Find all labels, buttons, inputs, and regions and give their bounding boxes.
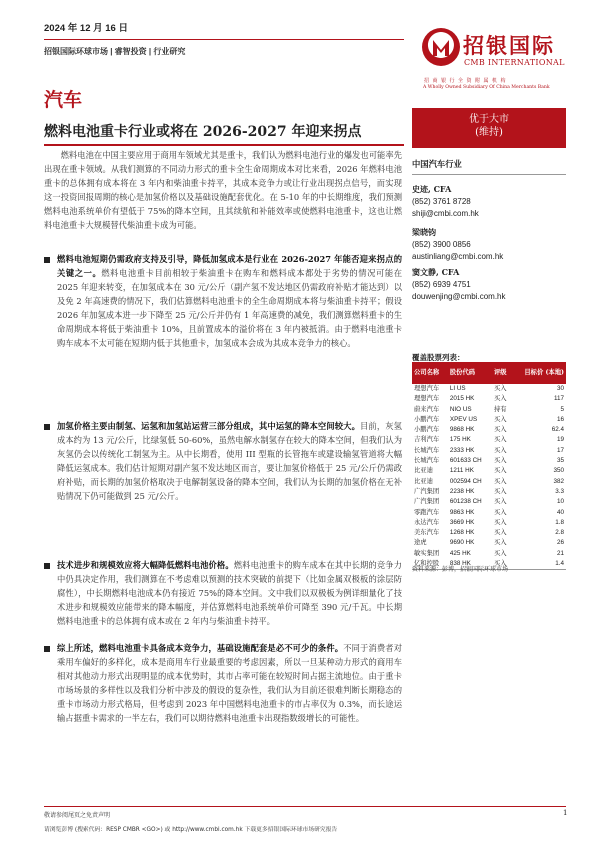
column-header: 公司名称 xyxy=(412,362,448,384)
bullet-marker xyxy=(44,563,50,569)
table-cell: 买入 xyxy=(493,498,507,506)
table-cell: 3.3 xyxy=(555,487,564,495)
rating-label: 优于大市 xyxy=(469,114,509,125)
table-cell: 持有 xyxy=(493,405,507,413)
table-cell: 买入 xyxy=(493,487,507,495)
table-row xyxy=(412,538,566,548)
table-cell: 买入 xyxy=(493,415,507,423)
table-cell: 买入 xyxy=(492,559,512,570)
page-number: 1 xyxy=(563,809,568,817)
bullet-bold: 技术进步和规模效应将大幅降低燃料电池价格。 xyxy=(57,560,234,570)
section-title: 汽车 xyxy=(44,90,83,111)
table-cell: 小鹏汽车 xyxy=(414,415,440,423)
sidebar-rule xyxy=(412,174,566,175)
bullet-marker xyxy=(44,257,50,263)
analyst-name: 窦文静, CFA xyxy=(412,267,460,277)
table-cell: 9863 HK xyxy=(449,508,475,516)
table-cell: 理想汽车 xyxy=(414,385,440,392)
bullet-bold: 综上所述，燃料电池重卡具备成本竞争力，基础设施配套是必不可少的条件。 xyxy=(57,643,344,653)
analyst-phone: (852) 6939 4751 xyxy=(412,279,471,289)
table-cell: 601238 CH xyxy=(449,498,482,506)
table-row xyxy=(412,456,566,466)
table-cell: 买入 xyxy=(493,477,507,485)
table-row xyxy=(412,415,566,425)
bullet-item xyxy=(44,641,402,725)
table-cell: 永达汽车 xyxy=(414,518,440,526)
table-row xyxy=(412,477,566,487)
table-cell: 吉利汽车 xyxy=(414,436,440,444)
table-source: 资料来源：彭博，招银国际环球市场 xyxy=(412,566,509,573)
table-cell: 30 xyxy=(556,385,564,392)
column-header: 目标价 (本地) xyxy=(512,362,566,384)
table-cell: 002594 CH xyxy=(449,477,482,485)
intro-paragraph: 燃料电池在中国主要应用于商用车领域尤其是重卡，我们认为燃料电池行业的爆发也可能率先出现在重卡领域。从我们测算的不同动力形式的重卡全生命周期成本对比来看，2026 年燃料电池重卡的总体拥有成本将在 3 年内和柴油重卡持平，其成本竞争力或让行业出现拐点信号，而实现这一投资回报周期的核心是加氢价格以及基础设施配套优化。在 5-10 年的中长期维度，我们预测燃料电池系统单价有望低于 75%的降本空间，且其续航和补能效率或使燃料电池重卡，这也让燃料电池重卡大规模替代柴油重卡成为可能。 xyxy=(44,150,402,230)
stock-table-title: 覆盖股票列表： xyxy=(412,353,465,362)
table-cell: 零跑汽车 xyxy=(414,508,440,516)
table-cell: 长城汽车 xyxy=(414,457,440,465)
logo-mark-icon xyxy=(422,26,460,68)
table-cell: 21 xyxy=(556,549,564,557)
bullet-item xyxy=(44,558,402,628)
table-cell: 理想汽车 xyxy=(414,395,440,403)
header-rule xyxy=(44,39,404,40)
table-cell: 买入 xyxy=(493,549,507,557)
table-cell: 2.8 xyxy=(555,529,564,537)
table-cell: 买入 xyxy=(493,395,507,403)
table-row xyxy=(412,394,566,404)
table-cell: XPEV US xyxy=(449,415,478,423)
table-row xyxy=(412,549,566,559)
bullet-text: 燃料电池重卡的购车成本在其中长期的竞争力中仍具决定作用，我们测算在不考虑难以预测的技术突破的前提下（比如金属双极板的涂层防腐性），中长期燃料电池成本仍有接近 75%的降本空间。文中我们以双极板为例详细量化了技术进步和规模效应能带来的降本幅度，并估算燃料电池系统单价可降至 390 元/千瓦。中长期燃料电池重卡的总体拥有成本或在 2 年内与柴油重卡持平。 xyxy=(57,560,402,626)
table-cell: 40 xyxy=(556,508,564,516)
table-cell: 1268 HK xyxy=(449,529,475,537)
bullet-item xyxy=(44,252,402,350)
bullet-item xyxy=(44,419,402,503)
table-cell: 比亚迪 xyxy=(414,477,433,485)
analyst-name: 梁晓钧 xyxy=(412,227,436,237)
table-cell: 9868 HK xyxy=(449,426,475,434)
table-cell: 175 HK xyxy=(449,436,471,444)
analyst-email[interactable]: douwenjing@cmbi.com.hk xyxy=(412,292,506,301)
table-row xyxy=(412,487,566,497)
bullet-bold: 加氢价格主要由制氢、运氢和加氢站运营三部分组成，其中运氢的降本空间较大。 xyxy=(57,421,361,431)
analyst-email[interactable]: austinliang@cmbi.com.hk xyxy=(412,252,504,261)
logo-name: 招银国际 xyxy=(463,35,555,58)
table-cell: 350 xyxy=(553,467,564,475)
table-cell: 买入 xyxy=(493,457,507,465)
table-row xyxy=(412,425,566,435)
table-cell: 382 xyxy=(553,477,564,485)
table-cell: 16 xyxy=(556,415,564,423)
analyst-block xyxy=(412,226,566,264)
table-cell: 5 xyxy=(560,405,564,413)
footer-bottom-note: 请浏览彭博 (搜索代码：RESP CMBR <GO>) 或 http://www.cmbi.com.hk 下载更多招银国际环球市场研究报告 xyxy=(44,827,338,833)
column-header: 评级 xyxy=(492,362,512,384)
table-row xyxy=(412,497,566,507)
table-cell: 买入 xyxy=(493,446,507,454)
table-row xyxy=(412,446,566,456)
table-cell: 长城汽车 xyxy=(414,446,440,454)
table-cell: 2238 HK xyxy=(449,487,475,495)
bullet-marker xyxy=(44,646,50,652)
analyst-name: 史迹, CFA xyxy=(412,184,452,194)
table-cell: 广汽集团 xyxy=(414,487,440,495)
analyst-phone: (852) 3900 0856 xyxy=(412,239,471,249)
table-cell: 1211 HK xyxy=(449,467,474,475)
table-cell: 10 xyxy=(556,498,564,506)
headline-rule xyxy=(44,144,404,146)
bullet-text: 燃料电池重卡目前相较于柴油重卡在购车和燃料成本都处于劣势的情况可能在 2025 年迎来转变，在加氢成本在 30 元/公斤（副产氢不发达地区仍需政府补贴才能达到）以及免 2 年高速费的情况下，我们估算燃料电池重卡的全生命周期成本将与柴油重卡持平；假设 2026 年加氢成本进一步下降至 25 元/公斤并仍有 1 年高速费的减免，我们测算燃料重卡的生命周期成本将低于柴油重卡 10%，且前置成本的溢价将在 3 年内被抵消。由于燃料电池重卡购车成本不太可能在短期内低于其他重卡，加氢成本会成为其成本竞争力的核心。 xyxy=(57,268,402,348)
table-row xyxy=(412,508,566,518)
rating-box xyxy=(412,108,566,148)
rating-status: (维持) xyxy=(475,127,503,138)
analyst-phone: (852) 3761 8728 xyxy=(412,196,471,206)
table-cell: 买入 xyxy=(493,539,507,547)
table-cell: 途虎 xyxy=(414,539,427,547)
table-row xyxy=(412,466,566,476)
table-cell: 比亚迪 xyxy=(414,467,433,475)
table-cell: 买入 xyxy=(493,529,507,537)
table-cell: 9690 HK xyxy=(449,539,475,547)
table-cell: NIO US xyxy=(449,405,472,413)
table-cell: 买入 xyxy=(493,467,507,475)
table-cell: LI US xyxy=(449,385,466,392)
table-row xyxy=(412,405,566,415)
table-cell: 2333 HK xyxy=(449,446,475,454)
cmbi-logo xyxy=(420,24,570,102)
table-cell: 35 xyxy=(556,457,564,465)
table-cell: 小鹏汽车 xyxy=(414,426,440,434)
bullet-text: 目前，灰氢成本约为 13 元/公斤，比绿氢低 50-60%，虽然电解水制氢存在较大的降本空间，但我们认为灰氢仍会以传统化工制氢为主。从中长期看，使用 III 型瓶的长管拖车或建设输氢管道将大幅降低运氢成本。我们估计短期对副产氢不发达地区而言，要让加氢价格低于 25 元/公斤仍需政府补贴，而长期的加氢价格取决于电解制氢设备的降本空间，我们认为长期的加氢价格在无补贴情况下仍可能做到 25 元/公斤。 xyxy=(57,421,402,501)
department-line: 招银国际环球市场 | 睿智投资 | 行业研究 xyxy=(44,47,186,56)
table-cell: 1.4 xyxy=(512,559,566,570)
logo-slogan-cn: 招商银行全资附属机构 xyxy=(424,78,510,84)
industry-label: 中国汽车行业 xyxy=(412,159,462,169)
logo-slogan-en: A Wholly Owned Subsidiary Of China Merchants Bank xyxy=(423,85,550,90)
bullet-bold: 燃料电池短期仍需政府支持及引导，降低加氢成本是行业在 2026-2027 年能否迎来拐点的关键之一。 xyxy=(57,254,402,278)
table-cell: 19 xyxy=(556,436,564,444)
analyst-email[interactable]: shiji@cmbi.com.hk xyxy=(412,209,479,218)
stock-table xyxy=(412,362,566,570)
analyst-block xyxy=(412,266,566,304)
table-row xyxy=(412,518,566,528)
report-date: 2024 年 12 月 16 日 xyxy=(44,23,128,34)
column-header: 股份代码 xyxy=(448,362,492,384)
table-cell: 蔚来汽车 xyxy=(414,405,440,413)
table-cell: 买入 xyxy=(493,436,507,444)
table-cell: 62.4 xyxy=(551,426,564,434)
table-cell: 买入 xyxy=(493,385,507,392)
footer-rule xyxy=(44,806,566,807)
table-cell: 425 HK xyxy=(449,549,471,557)
report-headline: 燃料电池重卡行业或将在 2026-2027 年迎来拐点 xyxy=(44,124,362,140)
footer-disclaimer: 敬请参阅尾页之免责声明 xyxy=(44,812,111,819)
table-cell: 601633 CH xyxy=(449,457,482,465)
table-cell: 买入 xyxy=(493,518,507,526)
table-cell: 838 HK xyxy=(448,559,492,570)
table-cell: 广汽集团 xyxy=(414,498,440,506)
table-cell: 敏实集团 xyxy=(414,549,440,557)
table-cell: 买入 xyxy=(493,508,507,516)
table-row xyxy=(412,528,566,538)
table-cell: 买入 xyxy=(493,426,507,434)
table-cell: 2015 HK xyxy=(449,395,475,403)
table-cell: 1.8 xyxy=(555,518,564,526)
analyst-block xyxy=(412,183,566,221)
table-cell: 26 xyxy=(556,539,564,547)
table-cell: 17 xyxy=(556,446,564,454)
bullet-marker xyxy=(44,424,50,430)
logo-english: CMB INTERNATIONAL xyxy=(464,58,565,67)
table-cell: 美东汽车 xyxy=(414,529,440,537)
table-cell: 3669 HK xyxy=(449,518,475,526)
bullet-text: 不同于消费者对乘用车偏好的多样化，成本是商用车行业最重要的考虑因素，所以一旦某种动力形式的商用车相对其他动力形式出现明显的成本优势时，其市占率可能在较短时间占据主流地位。由于重卡市场场景的多样性以及我们分析中涉及的假设的复杂性，我们认为目前还很难判断长期稳态的重卡市场动力形式格局，但考虑到 2023 年中国燃料电池重卡的市占率仅为 0.3%，而长途运输占据重卡需求的一半左右，我们可以期待燃料电池重卡出现指数级增长的可能性。 xyxy=(57,643,402,723)
table-cell: 117 xyxy=(553,395,564,403)
table-cell: 亿和控股 xyxy=(412,559,448,570)
table-row xyxy=(412,435,566,445)
table-row xyxy=(412,384,566,394)
